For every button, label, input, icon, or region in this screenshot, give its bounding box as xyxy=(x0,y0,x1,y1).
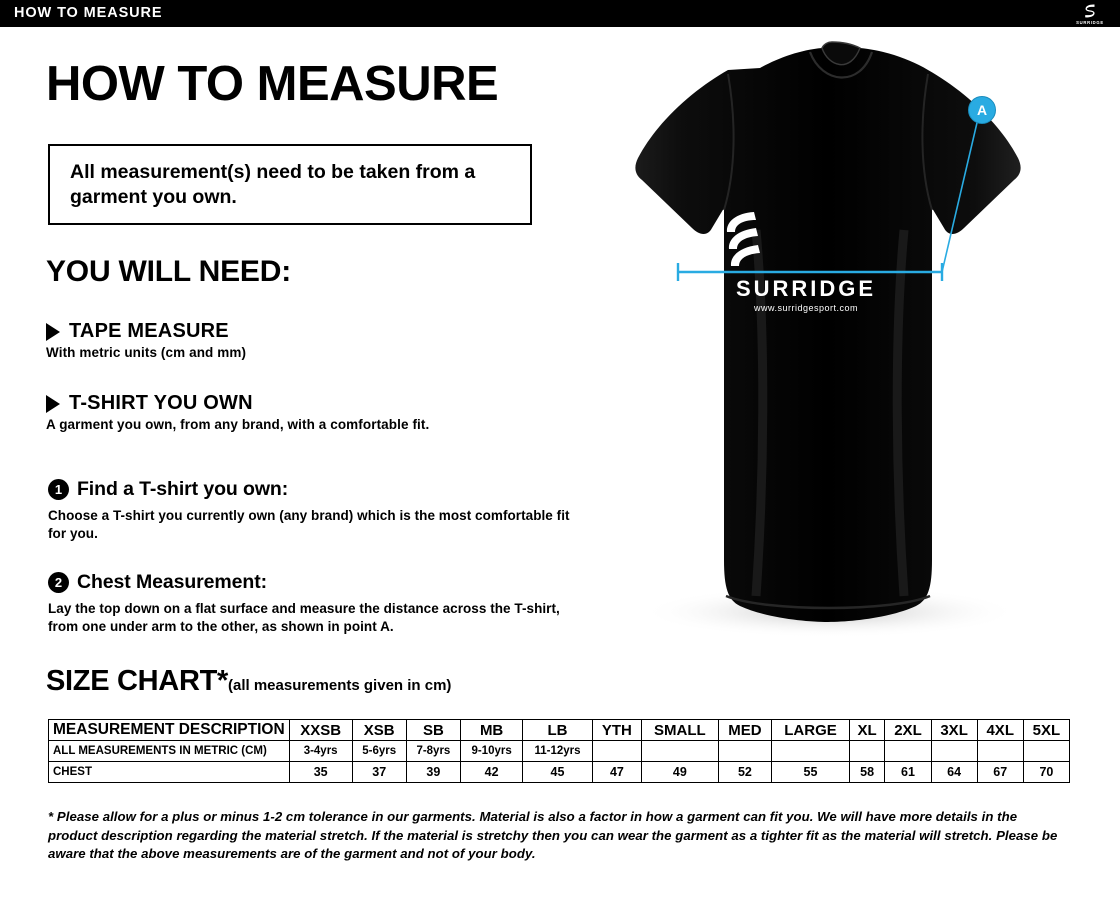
tshirt-illustration xyxy=(560,40,1100,660)
need-item-title: TAPE MEASURE xyxy=(69,320,229,342)
table-header-cell: SMALL xyxy=(642,720,719,741)
table-cell xyxy=(718,741,771,762)
step-1 xyxy=(48,478,578,543)
need-item-tshirt xyxy=(46,392,429,432)
table-cell: 3-4yrs xyxy=(289,741,352,762)
table-header-cell: XL xyxy=(849,720,885,741)
table-cell: 7-8yrs xyxy=(406,741,460,762)
page-title: HOW TO MEASURE xyxy=(46,57,499,111)
table-cell: 5-6yrs xyxy=(352,741,406,762)
table-cell: 47 xyxy=(592,762,641,783)
table-header-cell: YTH xyxy=(592,720,641,741)
table-cell: 45 xyxy=(523,762,593,783)
table-cell xyxy=(1023,741,1069,762)
table-cell: 70 xyxy=(1023,762,1069,783)
step-number-badge: 2 xyxy=(48,572,69,593)
table-cell: 64 xyxy=(931,762,977,783)
table-header-cell: LARGE xyxy=(772,720,850,741)
you-will-need-heading: YOU WILL NEED: xyxy=(46,255,291,288)
size-chart-table xyxy=(48,719,1070,783)
table-header-cell: XSB xyxy=(352,720,406,741)
table-cell xyxy=(977,741,1023,762)
row-label: ALL MEASUREMENTS IN METRIC (CM) xyxy=(49,741,290,762)
step-body: Lay the top down on a flat surface and measure the distance across the T-shirt, from one under arm to the other, as shown in point A. xyxy=(48,601,560,634)
table-header-cell: MED xyxy=(718,720,771,741)
table-cell: 42 xyxy=(460,762,522,783)
top-bar-title: HOW TO MEASURE xyxy=(14,5,163,21)
table-header-cell: 2XL xyxy=(885,720,931,741)
table-cell: 61 xyxy=(885,762,931,783)
size-chart-title xyxy=(46,665,451,698)
step-title: Chest Measurement: xyxy=(77,571,268,593)
step-body: Choose a T-shirt you currently own (any brand) which is the most comfortable fit for you. xyxy=(48,508,570,541)
notice-line-2: garment you own. xyxy=(70,186,237,209)
tshirt-graphic xyxy=(560,40,1100,660)
table-cell xyxy=(592,741,641,762)
table-cell xyxy=(885,741,931,762)
surridge-s-icon xyxy=(1082,3,1098,19)
table-cell: 39 xyxy=(406,762,460,783)
notice-box xyxy=(48,144,532,225)
top-bar xyxy=(0,0,1120,27)
surridge-logo xyxy=(1068,2,1112,25)
table-header-cell: MB xyxy=(460,720,522,741)
need-item-sub: With metric units (cm and mm) xyxy=(46,345,247,360)
table-cell xyxy=(931,741,977,762)
need-item-sub: A garment you own, from any brand, with a comfortable fit. xyxy=(46,417,430,432)
table-cell: 55 xyxy=(772,762,850,783)
table-header-cell: SB xyxy=(406,720,460,741)
table-cell: 37 xyxy=(352,762,406,783)
row-label: CHEST xyxy=(49,762,290,783)
table-header-cell: XXSB xyxy=(289,720,352,741)
table-header-cell: MEASUREMENT DESCRIPTION xyxy=(49,720,290,741)
step-number-badge: 1 xyxy=(48,479,69,500)
surridge-logo-text: SURRIDGE xyxy=(1076,19,1104,25)
triangle-bullet-icon xyxy=(46,395,60,413)
table-cell xyxy=(642,741,719,762)
table-header-cell: 5XL xyxy=(1023,720,1069,741)
table-cell: 49 xyxy=(642,762,719,783)
table-cell xyxy=(772,741,850,762)
table-cell: 52 xyxy=(718,762,771,783)
table-row xyxy=(49,741,1070,762)
size-chart-subtitle: (all measurements given in cm) xyxy=(228,677,452,694)
need-item-title: T-SHIRT YOU OWN xyxy=(69,392,253,414)
table-cell: 11-12yrs xyxy=(523,741,593,762)
footnote: * Please allow for a plus or minus 1-2 cm tolerance in our garments. Material is also a factor in how a garment can fit you. We will have more details in the product description regarding the material stretch. If the material is stretchy then you can wear the garment as a tighter fit as the material will stretch. Please be aware that the above measurements are of the garment and not of your body. xyxy=(48,809,1058,862)
table-cell xyxy=(849,741,885,762)
callout-a-badge: A xyxy=(968,96,996,124)
need-item-tape-measure xyxy=(46,320,246,360)
table-cell: 9-10yrs xyxy=(460,741,522,762)
table-row xyxy=(49,762,1070,783)
triangle-bullet-icon xyxy=(46,323,60,341)
shirt-brand-name: SURRIDGE xyxy=(735,276,877,301)
table-cell: 67 xyxy=(977,762,1023,783)
step-title: Find a T-shirt you own: xyxy=(77,478,289,500)
step-2 xyxy=(48,571,588,636)
table-cell: 35 xyxy=(289,762,352,783)
size-chart-title-main: SIZE CHART* xyxy=(46,665,228,697)
notice-line-1: All measurement(s) need to be taken from a xyxy=(70,161,476,183)
table-header-cell: 4XL xyxy=(977,720,1023,741)
table-header-cell: LB xyxy=(523,720,593,741)
table-cell: 58 xyxy=(849,762,885,783)
shirt-brand-url: www.surridgesport.com xyxy=(753,303,859,313)
table-header-row xyxy=(49,720,1070,741)
table-header-cell: 3XL xyxy=(931,720,977,741)
